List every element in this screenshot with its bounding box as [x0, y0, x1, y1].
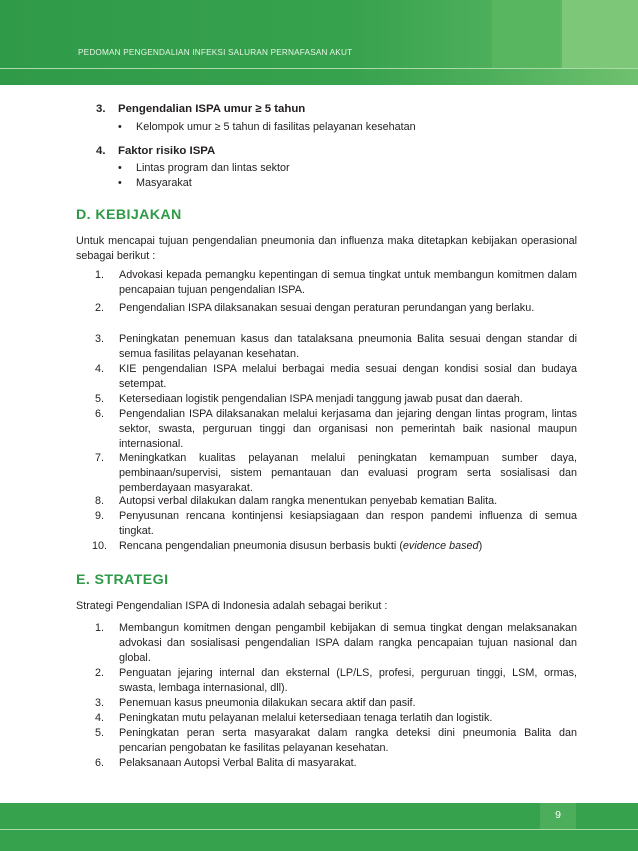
bullet-item — [118, 177, 192, 189]
strategy-item — [95, 726, 577, 756]
item-number: 3. — [95, 333, 105, 345]
running-title: PEDOMAN PENGENDALIAN INFEKSI SALURAN PERNAFASAN AKUT — [78, 48, 353, 57]
subsection-title: Faktor risiko ISPA — [118, 145, 216, 157]
page-number-tab — [540, 803, 576, 829]
item-text-part: Rencana pengendalian pneumonia disusun berbasis bukti ( — [119, 540, 403, 552]
policy-item — [95, 362, 577, 392]
item-number: 4. — [95, 712, 105, 724]
page-footer-band — [0, 803, 638, 851]
policy-item — [95, 451, 577, 496]
item-text: Peningkatan peran serta masyarakat dalam rangka deteksi dini pneumonia Balita dan pencarian pengobatan ke fasilitas pelayanan kesehatan. — [119, 727, 577, 754]
policy-item — [95, 301, 577, 316]
item-text: KIE pengendalian ISPA melalui berbagai media sesuai dengan kondisi sosial dan budaya setempat. — [119, 363, 577, 390]
policy-item — [95, 392, 577, 407]
subsection-title: Pengendalian ISPA umur ≥ 5 tahun — [118, 103, 306, 115]
item-number: 5. — [95, 393, 105, 405]
bullet-text: Lintas program dan lintas sektor — [136, 162, 290, 174]
item-number: 7. — [95, 452, 105, 464]
item-number: 6. — [95, 408, 105, 420]
item-text: Membangun komitmen dengan pengambil kebijakan di semua tingkat dengan melaksanakan advokasi dan sosialisasi pengendalian ISPA dalam rangka pencapaian tujuan nasional dan global. — [119, 622, 577, 664]
item-number: 2. — [95, 302, 105, 314]
section-e-intro: Strategi Pengendalian ISPA di Indonesia adalah sebagai berikut : — [76, 600, 388, 612]
item-number: 3. — [95, 697, 105, 709]
item-text: Meningkatkan kualitas pelayanan melalui peningkatan kemampuan sumber daya, pembinaan/supervisi, sistem pemantauan dan evaluasi program serta sosialisasi dan pemberdayaan masyarakat. — [119, 452, 577, 494]
item-text: Pengendalian ISPA dilaksanakan sesuai dengan peraturan perundangan yang berlaku. — [119, 302, 535, 314]
bullet-dot: • — [118, 121, 122, 133]
item-number: 8. — [95, 495, 105, 507]
policy-item — [95, 332, 577, 362]
item-text: Advokasi kepada pemangku kepentingan di semua tingkat untuk membangun komitmen dalam pencapaian tujuan pengendalian ISPA. — [119, 269, 577, 296]
subsection-number: 3. — [96, 103, 106, 115]
item-text: Pengendalian ISPA dilaksanakan melalui kerjasama dan jejaring dengan lintas program, lintas sektor, swasta, perguruan tinggi dan organisasi non pemerintah baik nasional maupun internasional. — [119, 408, 577, 450]
bullet-text: Kelompok umur ≥ 5 tahun di fasilitas pelayanan kesehatan — [136, 121, 416, 133]
policy-item — [92, 539, 577, 554]
bullet-dot: • — [118, 162, 122, 174]
policy-item — [95, 509, 577, 539]
item-text: Peningkatan penemuan kasus dan tatalaksana pneumonia Balita sesuai dengan standar di semua fasilitas pelayanan kesehatan. — [119, 333, 577, 360]
bullet-text: Masyarakat — [136, 177, 192, 189]
section-d-intro: Untuk mencapai tujuan pengendalian pneumonia dan influenza maka ditetapkan kebijakan operasional sebagai berikut : — [76, 235, 577, 262]
page-header-band — [0, 0, 638, 85]
strategy-item — [95, 621, 577, 666]
strategy-item — [95, 711, 577, 726]
item-number: 1. — [95, 622, 105, 634]
page-number: 9 — [555, 809, 561, 821]
item-number: 4. — [95, 363, 105, 375]
section-d-heading: D. KEBIJAKAN — [76, 207, 182, 223]
item-text-part: ) — [478, 540, 483, 552]
bullet-dot: • — [118, 177, 122, 189]
item-text: Penguatan jejaring internal dan eksternal (LP/LS, profesi, perguruan tinggi, LSM, ormas, swasta, lembaga internasional, dll). — [119, 667, 577, 694]
policy-item — [95, 268, 577, 298]
strategy-item — [95, 666, 577, 696]
bullet-item — [118, 121, 416, 133]
subsection-number: 4. — [96, 145, 106, 157]
footer-rule — [0, 829, 638, 830]
item-text: Ketersediaan logistik pengendalian ISPA menjadi tanggung jawab pusat dan daerah. — [119, 393, 523, 405]
strategy-item — [95, 696, 577, 711]
subsection-4-heading — [96, 145, 215, 157]
header-rule — [0, 68, 638, 69]
item-text: Penemuan kasus pneumonia dilakukan secara aktif dan pasif. — [119, 697, 416, 709]
item-text: Autopsi verbal dilakukan dalam rangka menentukan penyebab kematian Balita. — [119, 495, 498, 507]
item-text: Pelaksanaan Autopsi Verbal Balita di masyarakat. — [119, 757, 357, 769]
item-number: 6. — [95, 757, 105, 769]
item-text-italic: evidence based — [402, 540, 479, 552]
item-text: Peningkatan mutu pelayanan melalui ketersediaan tenaga terlatih dan logistik. — [119, 712, 493, 724]
section-e-heading: E. STRATEGI — [76, 572, 169, 588]
item-number: 10. — [92, 540, 108, 552]
strategy-item — [95, 756, 577, 771]
header-decor-square — [492, 0, 560, 68]
policy-item — [95, 407, 577, 452]
item-text: Penyusunan rencana kontinjensi kesiapsiagaan dan respon pandemi influenza di semua tingkat. — [119, 510, 577, 537]
header-decor-square — [562, 0, 638, 68]
item-number: 9. — [95, 510, 105, 522]
policy-item — [95, 494, 577, 509]
item-number: 1. — [95, 269, 105, 281]
item-number: 5. — [95, 727, 105, 739]
item-text — [119, 539, 577, 554]
bullet-item — [118, 162, 290, 174]
subsection-3-heading — [96, 103, 305, 115]
item-number: 2. — [95, 667, 105, 679]
